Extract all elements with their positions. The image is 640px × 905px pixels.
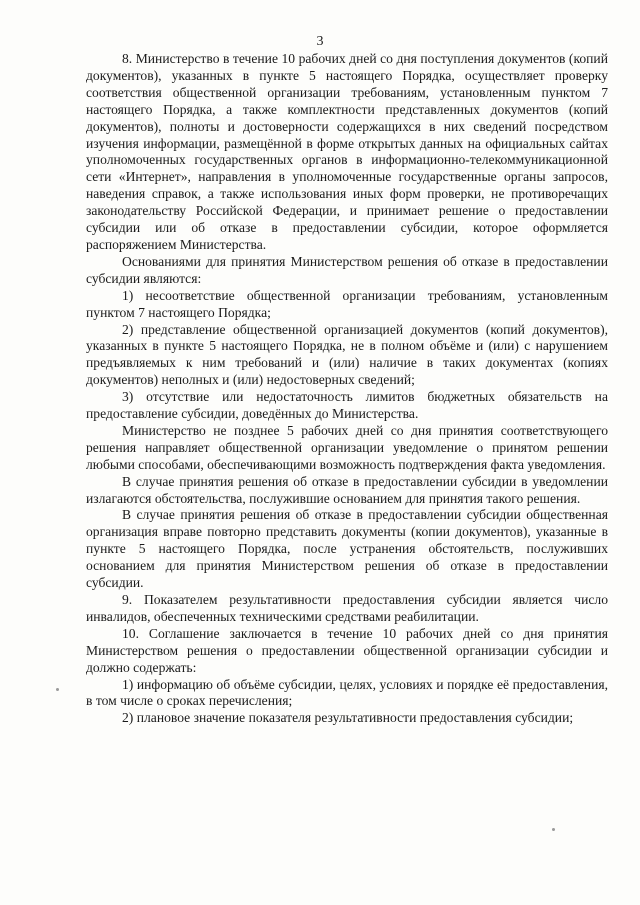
list-item-ground-3: 3) отсутствие или недостаточность лимитов бюджетных обязательств на предоставление субсидии, доведённых до Министерства. xyxy=(86,389,608,422)
paragraph-refusal-reasons: В случае принятия решения об отказе в предоставлении субсидии в уведомлении излагаются обстоятельства, послужившие основанием для принятия такого решения. xyxy=(86,473,608,506)
paragraph-10: 10. Соглашение заключается в течение 10 рабочих дней со дня принятия Министерством решения о предоставлении общественной организации субсидии и должно содержать: xyxy=(86,625,608,675)
paragraph-refusal-grounds: Основаниями для принятия Министерством решения об отказе в предоставлении субсидии являются: xyxy=(86,253,608,286)
paragraph-8: 8. Министерство в течение 10 рабочих дней со дня поступления документов (копий документов), указанных в пункте 5 настоящего Порядка, осуществляет проверку соответствия общественной организации требованиям, установленным пунктом 7 настоящего Порядка, а также комплектности представленных документов (копий документов), полноты и достоверности содержащихся в них сведений посредством изучения информации, размещённой в форме открытых данных на официальных сайтах уполномоченных государственных органов в информационно-телекоммуникационной сети «Интернет», направления в уполномоченные государственные органы запросов, наведения справок, а также использования иных форм проверки, не противоречащих законодательству Российской Федерации, и принимает решение о предоставлении субсидии или об отказе в предоставлении субсидии, которое оформляется распоряжением Министерства. xyxy=(86,51,608,252)
list-item-agreement-1: 1) информацию об объёме субсидии, целях, условиях и порядке её предоставления, в том числе о сроках перечисления; xyxy=(86,676,608,709)
document-body xyxy=(86,51,608,727)
scan-speck xyxy=(56,688,59,691)
paragraph-9: 9. Показателем результативности предоставления субсидии является число инвалидов, обеспеченных техническими средствами реабилитации. xyxy=(86,592,608,624)
paragraph-resubmission: В случае принятия решения об отказе в предоставлении субсидии общественная организация вправе повторно представить документы (копии документов), указанные в пункте 5 настоящего Порядка, после устранения обстоятельств, послуживших основанием для принятия Министерством решения об отказе в предоставлении субсидии. xyxy=(86,507,608,591)
scan-speck xyxy=(552,828,555,831)
list-item-ground-2: 2) представление общественной организацией документов (копий документов), указанных в пункте 5 настоящего Порядка, не в полном объёме и (или) с нарушением предъявляемых к ним требований и (или) наличие в таких документах (копиях документов) неполных и (или) недостоверных сведений; xyxy=(86,321,608,388)
list-item-ground-1: 1) несоответствие общественной организации требованиям, установленным пунктом 7 настоящего Порядка; xyxy=(86,287,608,320)
page-number: 3 xyxy=(316,34,324,49)
paragraph-notification: Министерство не позднее 5 рабочих дней со дня принятия соответствующего решения направляет общественной организации уведомление о принятом решении любыми способами, обеспечивающими возможность подтверждения факта уведомления. xyxy=(86,422,608,472)
list-item-agreement-2: 2) плановое значение показателя результативности предоставления субсидии; xyxy=(122,710,574,726)
